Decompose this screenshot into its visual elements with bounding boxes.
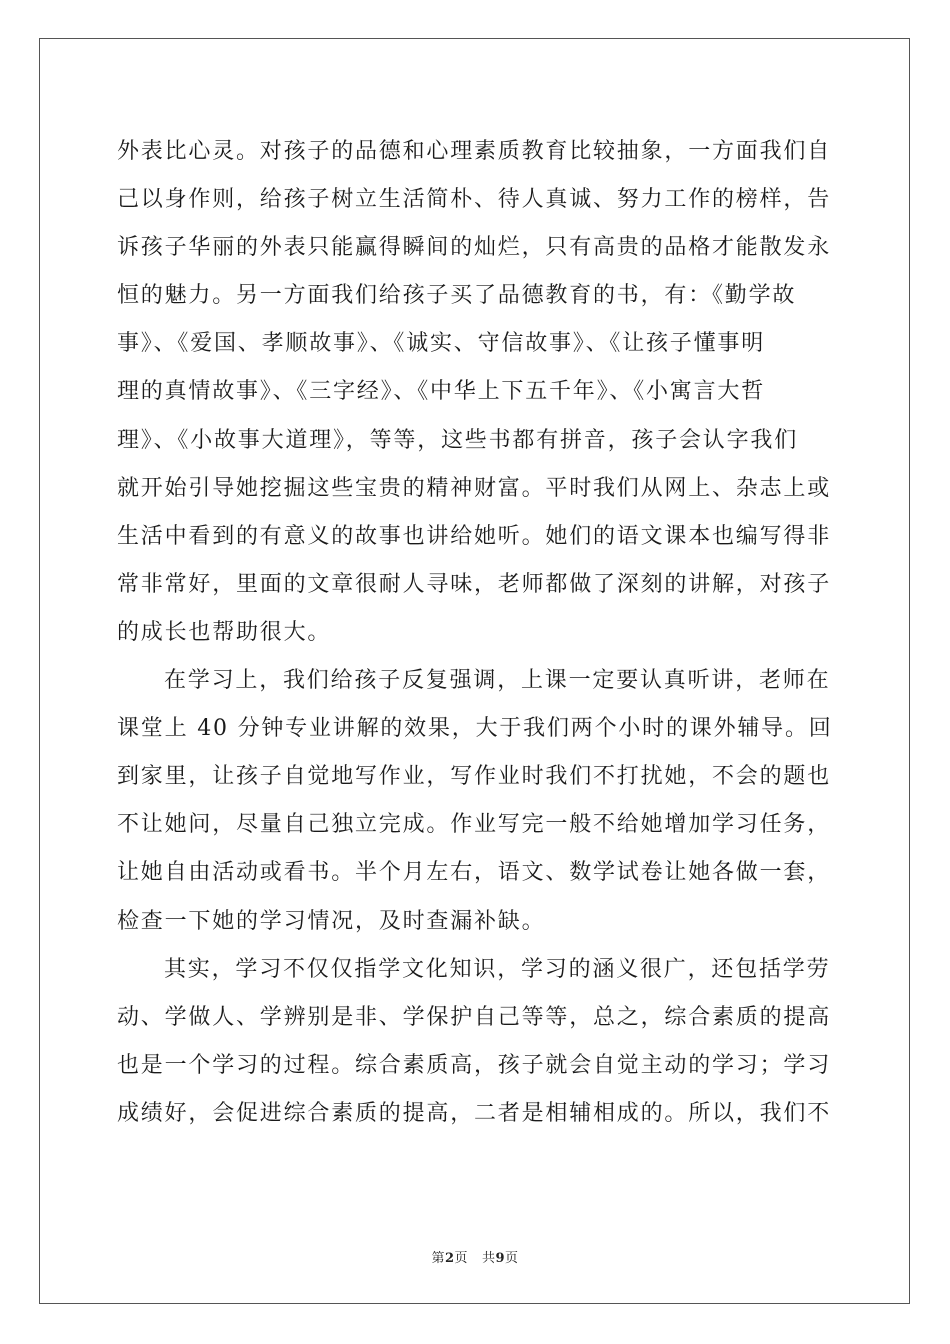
text-line: 课堂上 40 分钟专业讲解的效果，大于我们两个小时的课外辅导。回	[117, 716, 833, 742]
text-line: 理的真情故事》、《三字经》、《中华上下五千年》、《小寓言大哲	[117, 379, 766, 405]
paragraph-1	[117, 128, 837, 657]
paragraph-3	[117, 946, 837, 1138]
text-line: 恒的魅力。另一方面我们给孩子买了品德教育的书，有：《勤学故	[117, 283, 797, 309]
text-line: 其实，学习不仅仅指学文化知识，学习的涵义很广，还包括学劳	[164, 956, 831, 982]
total-prefix: 共	[481, 1251, 496, 1266]
text-line: 成绩好，会促进综合素质的提高，二者是相辅相成的。所以，我们不	[117, 1100, 832, 1126]
text-line: 理》、《小故事大道理》，等等，这些书都有拼音，孩子会认字我们	[117, 427, 799, 453]
page-number: 2	[444, 1251, 455, 1266]
total-suffix: 页	[505, 1251, 519, 1266]
text-line: 生活中看到的有意义的故事也讲给她听。她们的语文课本也编写得非	[117, 523, 832, 549]
text-line: 也是一个学习的过程。综合素质高，孩子就会自觉主动的学习；学习	[117, 1052, 832, 1078]
document-body	[117, 128, 837, 1138]
text-line: 己以身作则，给孩子树立生活简朴、待人真诚、努力工作的榜样，告	[117, 187, 832, 213]
text-line: 外表比心灵。对孩子的品德和心理素质教育比较抽象，一方面我们自	[117, 139, 832, 164]
page-prefix: 第	[431, 1251, 445, 1266]
paragraph-2	[117, 657, 837, 946]
page-suffix: 页	[454, 1251, 469, 1266]
text-line: 的成长也帮助很大。	[117, 619, 332, 645]
text-line: 不让她问，尽量自己独立完成。作业写完一般不给她增加学习任务，	[117, 812, 832, 838]
page-footer	[0, 1247, 950, 1266]
text-line: 事》、《爱国、孝顺故事》、《诚实、守信故事》、《让孩子懂事明	[117, 331, 766, 357]
text-line: 常非常好，里面的文章很耐人寻味，老师都做了深刻的讲解，对孩子	[117, 571, 832, 597]
text-line: 让她自由活动或看书。半个月左右，语文、数学试卷让她各做一套，	[117, 860, 832, 886]
text-line: 在学习上，我们给孩子反复强调，上课一定要认真听讲，老师在	[164, 668, 831, 694]
text-line: 检查一下她的学习情况，及时查漏补缺。	[117, 908, 546, 934]
text-line: 诉孩子华丽的外表只能赢得瞬间的灿烂，只有高贵的品格才能散发永	[117, 235, 832, 261]
text-line: 到家里，让孩子自觉地写作业，写作业时我们不打扰她，不会的题也	[117, 764, 832, 790]
total-pages: 9	[495, 1251, 506, 1266]
text-line: 就开始引导她挖掘这些宝贵的精神财富。平时我们从网上、杂志上或	[117, 475, 832, 501]
text-line: 动、学做人、学辨别是非、学保护自己等等，总之，综合素质的提高	[117, 1004, 832, 1030]
